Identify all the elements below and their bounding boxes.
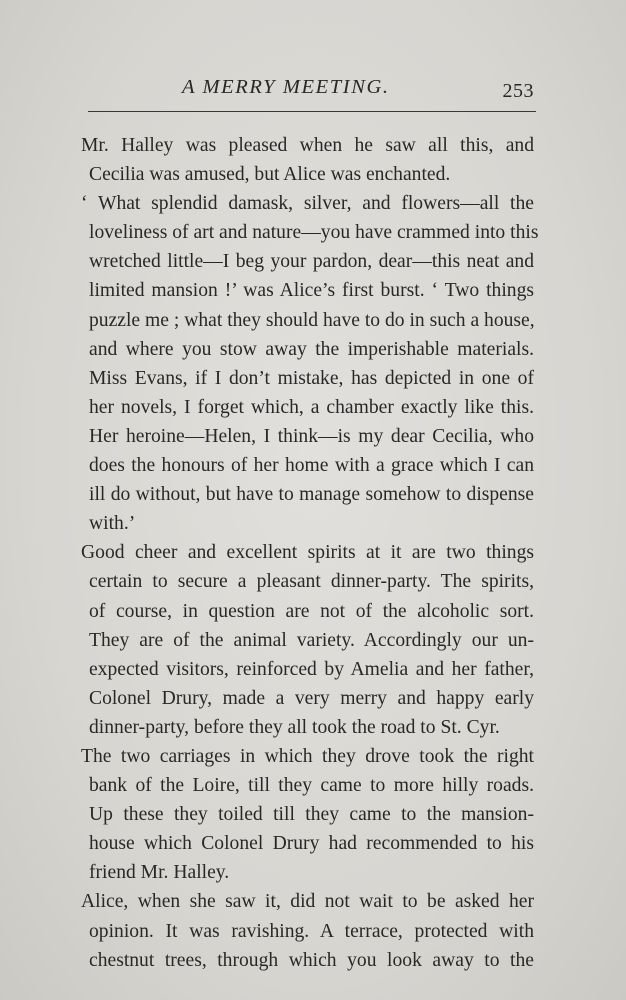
text-line: ‘ What splendid damask, silver, and flowers—all the — [81, 193, 534, 215]
text-line: chestnut trees, through which you look away to the — [89, 949, 534, 971]
text-line: of course, in question are not of the alcoholic sort. — [89, 600, 534, 622]
text-line: Mr. Halley was pleased when he saw all this, and — [81, 135, 534, 156]
text-line: Her heroine—Helen, I think—is my dear Cecilia, who — [89, 425, 534, 447]
header-rule — [88, 111, 536, 112]
text-line: loveliness of art and nature—you have crammed into this — [89, 222, 539, 244]
text-line: Cecilia was amused, but Alice was enchanted. — [89, 164, 451, 186]
page-number: 253 — [502, 80, 534, 102]
text-line: and where you stow away the imperishable materials. — [89, 338, 534, 360]
text-line: limited mansion !’ was Alice’s first burst. ‘ Two things — [89, 280, 534, 302]
text-line: Miss Evans, if I don’t mistake, has depicted in one of — [89, 367, 534, 389]
text-line: opinion. It was ravishing. A terrace, protected with — [89, 920, 534, 942]
text-line: The two carriages in which they drove took the right — [81, 745, 534, 767]
text-line: puzzle me ; what they should have to do in such a house, — [89, 309, 535, 331]
text-line: expected visitors, reinforced by Amelia and her father, — [89, 658, 534, 680]
text-line: Colonel Drury, made a very merry and happy early — [89, 687, 534, 709]
text-line: Alice, when she saw it, did not wait to be asked her — [81, 891, 534, 913]
body-text — [81, 131, 539, 975]
chapter-title: A MERRY MEETING. — [182, 76, 390, 98]
text-line: bank of the Loire, till they came to more hilly roads. — [89, 775, 534, 797]
text-line: friend Mr. Halley. — [89, 862, 230, 884]
running-head — [86, 74, 536, 104]
text-line: her novels, I forget which, a chamber exactly like this. — [89, 396, 534, 418]
text-line: ill do without, but have to manage somehow to dispense — [89, 484, 534, 506]
text-line: They are of the animal variety. Accordingly our un- — [89, 629, 534, 651]
text-line: wretched little—I beg your pardon, dear—this neat and — [89, 251, 534, 273]
text-line: Up these they toiled till they came to the mansion- — [89, 804, 534, 826]
text-line: certain to secure a pleasant dinner-party. The spirits, — [89, 571, 534, 593]
text-line: house which Colonel Drury had recommended to his — [89, 833, 534, 855]
text-line: does the honours of her home with a grace which I can — [89, 455, 534, 477]
text-line: with.’ — [89, 513, 136, 535]
text-line: dinner-party, before they all took the road to St. Cyr. — [89, 716, 500, 738]
text-line: Good cheer and excellent spirits at it are two things — [81, 542, 534, 564]
